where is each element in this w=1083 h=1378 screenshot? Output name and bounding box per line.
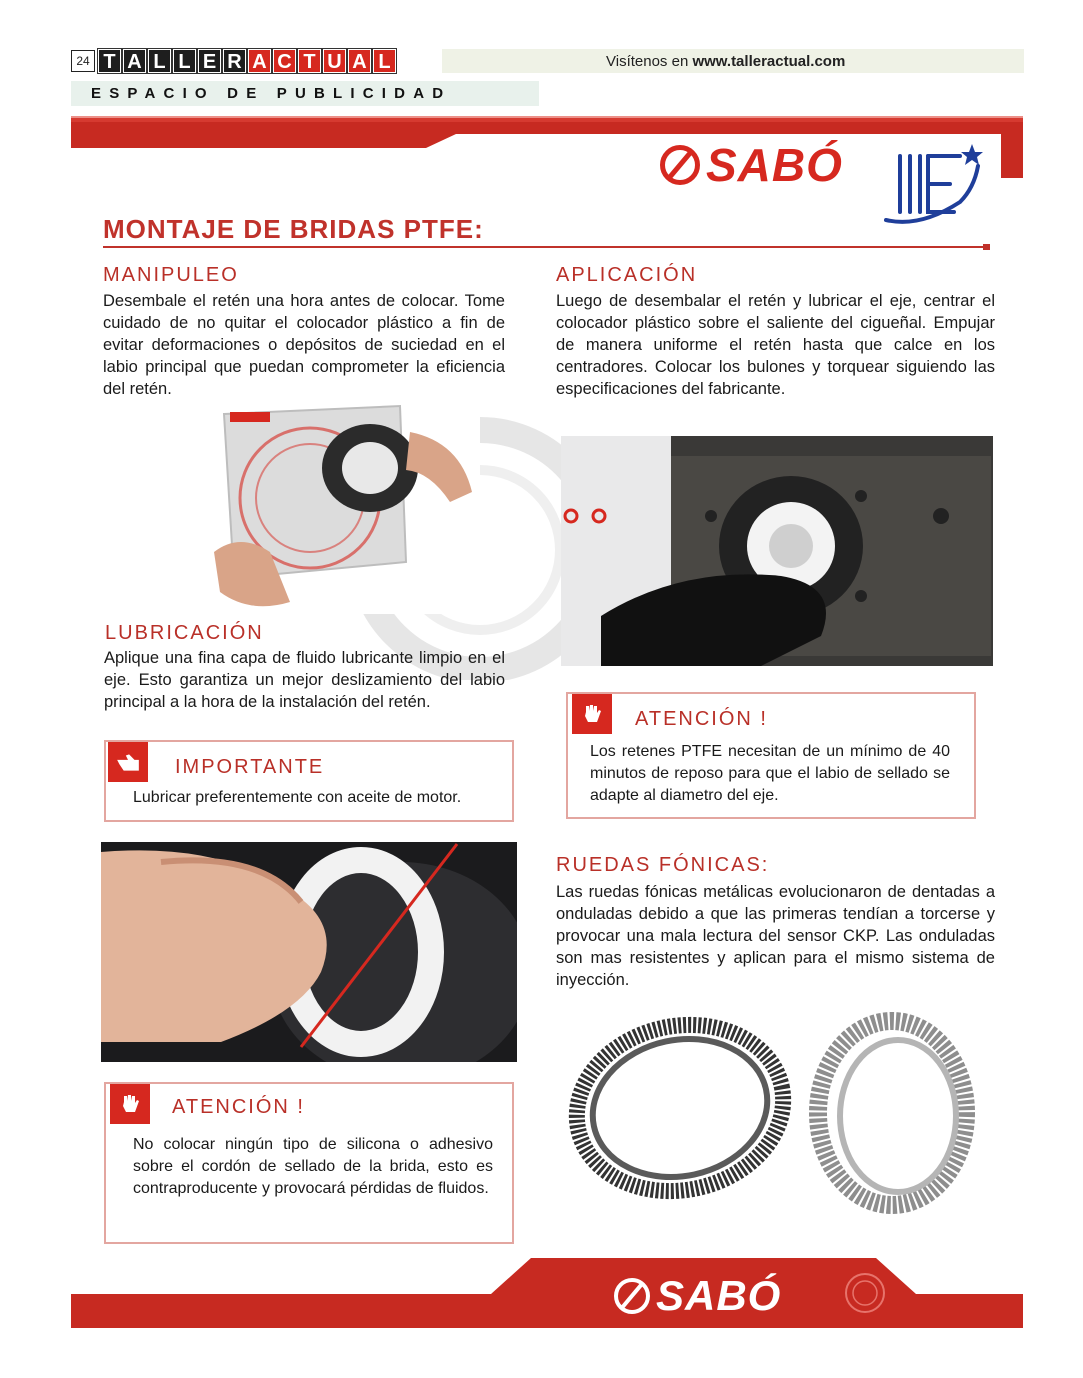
sabo-wordmark: SABÓ (656, 1272, 782, 1319)
text-aplicacion: Luego de desembalar el retén y lubricar el eje, centrar el colocador plástico sobre el saliente del cigueñal. Empujar de manera uniforme el retén hasta que calce en los centradores. Colocar los bulones y torquear siguiendo las especificaciones del fabricante. (556, 292, 995, 398)
text-lubricacion: Aplique una fina capa de fluido lubricante limpio en el eje. Esto garantiza un mejor deslizamiento del labio principal a la hora de la instalación del retén. (104, 649, 505, 711)
brand-letter: L (173, 49, 196, 73)
brand-letter: L (373, 49, 396, 73)
atencion-title-left: ATENCIÓN ! (172, 1096, 305, 1118)
sabo-logo (660, 138, 843, 192)
brand-letter: A (248, 49, 271, 73)
sabo-logo-footer (614, 1272, 781, 1320)
sabo-wordmark: SABÓ (706, 139, 843, 191)
sabo-mark-icon (614, 1278, 650, 1314)
importante-text: Lubricar preferentemente con aceite de motor. (133, 789, 462, 806)
brand-letter: L (148, 49, 171, 73)
importante-box (104, 740, 514, 822)
gear-watermark-icon (842, 1270, 888, 1316)
brand-letter: A (348, 49, 371, 73)
heading-ruedas-fonicas: RUEDAS FÓNICAS: (556, 854, 770, 876)
section-label: ESPACIO DE PUBLICIDAD (71, 81, 539, 106)
website-banner (442, 49, 1024, 73)
heading-lubricacion: LUBRICACIÓN (105, 622, 264, 644)
importante-title: IMPORTANTE (175, 756, 325, 778)
brand-letter: E (198, 49, 221, 73)
visit-prefix: Visítenos en (606, 53, 689, 70)
page-title: MONTAJE DE BRIDAS PTFE: (103, 214, 484, 244)
photo-packaged-seal (210, 402, 480, 614)
atencion-text-left: No colocar ningún tipo de silicona o adhesivo sobre el cordón de sellado de la brida, esto es contraproducente y provocará pérdidas de fluidos. (133, 1136, 493, 1197)
website-link[interactable]: www.talleractual.com (692, 53, 846, 70)
magazine-brand (98, 49, 396, 73)
photo-engine-install (561, 436, 993, 666)
heading-aplicacion: APLICACIÓN (556, 264, 698, 286)
photo-hand-installing (101, 842, 517, 1062)
ie-logo-icon (880, 142, 984, 228)
page-number: 24 (71, 50, 95, 72)
text-manipuleo: Desembale el retén una hora antes de colocar. Tome cuidado de no quitar el colocador plástico a fin de evitar deformaciones o depósitos de suciedad en el labio principal que puedan comprometer la eficiencia del retén. (103, 292, 505, 398)
photo-tone-wheels (560, 998, 990, 1216)
title-divider (103, 246, 987, 248)
stop-hand-icon (110, 1084, 150, 1124)
brand-letter: U (323, 49, 346, 73)
pointing-hand-icon (108, 742, 148, 782)
stop-hand-icon (572, 694, 612, 734)
text-ruedas-fonicas: Las ruedas fónicas metálicas evolucionaron de dentadas a onduladas debido a que las primeras tendían a torcerse y provocar una mala lectura del sensor CKP. Las onduladas son mas resistentes y aplican para el mismo sistema de inyección. (556, 883, 995, 989)
brand-letter: T (98, 49, 121, 73)
heading-manipuleo: MANIPULEO (103, 264, 239, 286)
brand-letter: R (223, 49, 246, 73)
brand-letter: C (273, 49, 296, 73)
sabo-mark-icon (660, 145, 700, 185)
brand-letter: A (123, 49, 146, 73)
brand-letter: T (298, 49, 321, 73)
atencion-title-right: ATENCIÓN ! (635, 708, 768, 730)
atencion-text-right: Los retenes PTFE necesitan de un mínimo de 40 minutos de reposo para que el labio de sellado se adapte al diametro del eje. (590, 743, 950, 804)
